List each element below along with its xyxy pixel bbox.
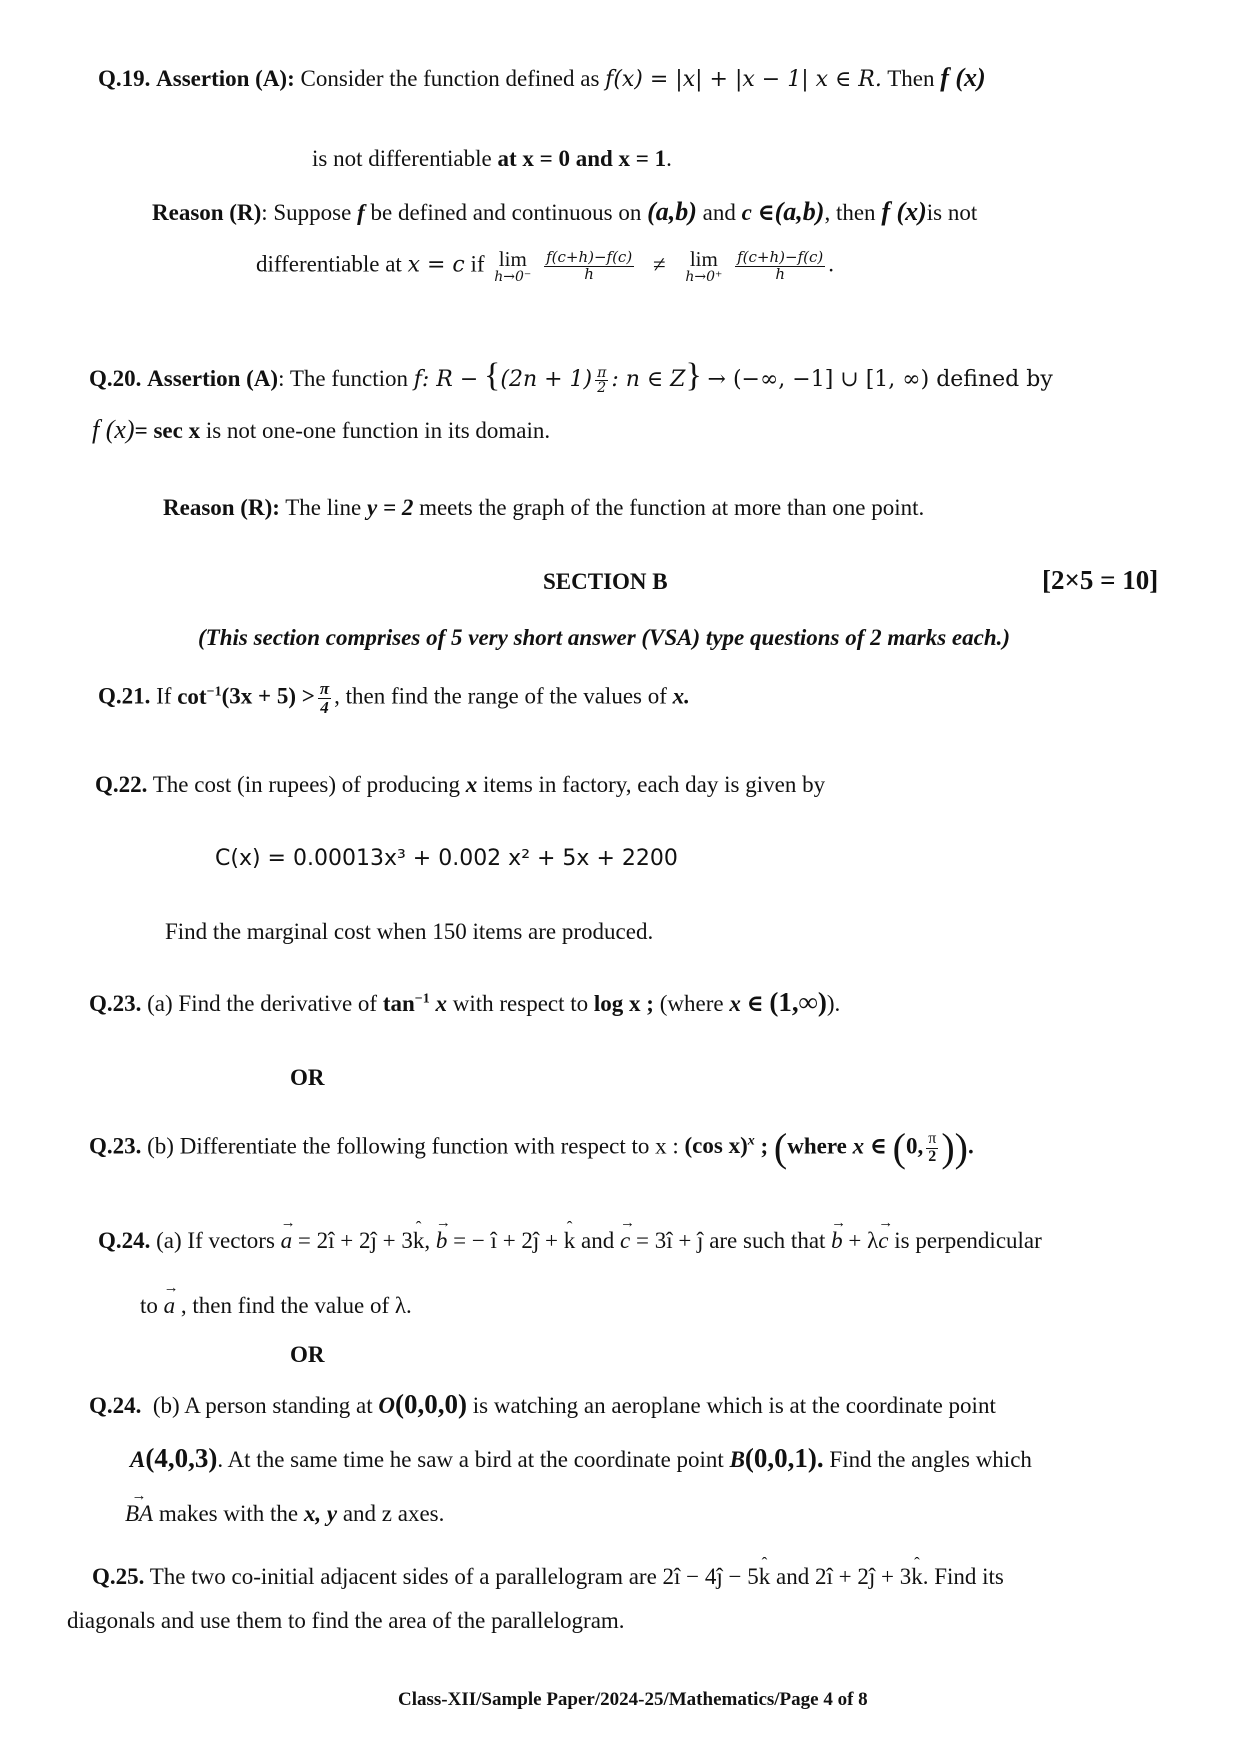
q19-and: and (702, 200, 736, 225)
q24b-O: O (378, 1393, 396, 1418)
q24a-and: and (581, 1228, 615, 1253)
q19-line4-text: differentiable at (256, 251, 402, 277)
q23a-x-in: x ∈ (729, 991, 764, 1016)
q23b-end: . (967, 1133, 974, 1159)
q21-text: , then find the range of the values of (334, 683, 667, 709)
q23b-pi-over-2: $\frac{\pi}{2}$ (928, 1129, 937, 1165)
q20-y-eq: y = 2 (367, 495, 414, 520)
q24b-text-5: makes with the (158, 1501, 299, 1526)
q20-codomain: → (−∞, −1] ∪ [1, ∞) defined by (707, 367, 1053, 392)
q21-label: Q.21. (98, 683, 151, 709)
q19-reason-text-2: be defined and continuous on (370, 200, 642, 225)
q19-x-eq-c: x = c (407, 252, 465, 278)
q24b-text-1: (b) A person standing at (152, 1393, 373, 1418)
q24b-text-4: Find the angles which (829, 1447, 1032, 1472)
q23b-where: where (787, 1133, 847, 1159)
q24b-A-coord: (4,0,3) (145, 1443, 218, 1473)
or-1: OR (290, 1065, 325, 1090)
q22-text-1: The cost (in rupees) of producing (152, 772, 460, 797)
section-b-marks: [2×5 = 10] (1042, 565, 1159, 595)
q23b-x-in: x ∈ (852, 1133, 887, 1159)
q20-domain-1: f: R − (413, 367, 479, 392)
q20-fx: f (x) (92, 415, 135, 444)
q24b-A: A (130, 1447, 146, 1472)
q23a-close: ). (826, 991, 841, 1016)
q23b-semi: ; (760, 1133, 769, 1159)
q19-line2-bold: at x = 0 and x = 1 (497, 146, 667, 171)
q22-label: Q.22. (95, 772, 148, 797)
q19-c-in: c ∈ (741, 200, 775, 225)
q20-reason-text-1: The line (285, 495, 362, 520)
q24b-label: Q.24. (89, 1393, 142, 1418)
q23a-interval: (1,∞) (769, 987, 827, 1017)
q25-k-hat-2: ˆ k (911, 1563, 923, 1591)
q25-line-1 (92, 1563, 1004, 1591)
q24b-B-coord: (0,0,1). (744, 1443, 824, 1473)
q19-line-1 (98, 62, 986, 93)
q22-formula: C(x) = 0.00013x³ + 0.002 x² + 5x + 2200 (215, 846, 678, 871)
q24a-to: to (140, 1293, 158, 1318)
q21-cot: $\cot^{-1}$ (177, 683, 222, 709)
q24b-text-6: and z axes. (342, 1501, 445, 1526)
q23a-tan: $\tan^{-1}$ (382, 991, 430, 1016)
q19-reason-label: Reason (R) (152, 200, 262, 225)
q19-label: Q.19. (98, 66, 151, 91)
q19-frac-left: $\frac{f(c+h)-f(c)}{h}$ (546, 248, 633, 283)
q24a-vec-a-2: → a (164, 1292, 176, 1320)
q23b-text: (b) Differentiate the following function with respect to x : (147, 1133, 679, 1159)
q24a-vec-a: → a (281, 1227, 293, 1255)
q20-line-2 (92, 414, 550, 445)
q19-assertion-label: Assertion (A): (156, 66, 295, 91)
q21-arg: (3x + 5) > (221, 683, 315, 709)
q24a-vec-c-2: → c (878, 1227, 888, 1255)
q21-line (98, 680, 690, 717)
q24b-vec-BA: → BA (125, 1500, 153, 1528)
q19-line-4: differentiable at x = c if lim h→0⁻ $\frac{f(c+h)-f(c)}{h}$ ≠ lim h→0⁺ $\frac{f(c+h)-f(c)}{h}$ . (256, 247, 834, 286)
q19-then: Then (887, 66, 935, 91)
or-2: OR (290, 1342, 325, 1367)
section-b-subtitle: (This section comprises of 5 very short answer (VSA) type questions of 2 marks each.) (198, 625, 1011, 650)
q25-label: Q.25. (92, 1564, 145, 1589)
q24a-vec-c: → c (620, 1227, 630, 1255)
q19-f: f (357, 200, 365, 225)
q25-text-1: The two co-initial adjacent sides of a parallelogram are 2î − 4ĵ − 5 (149, 1564, 759, 1589)
q23b-label: Q.23. (89, 1133, 142, 1159)
q24a-b-expr: = − î + 2ĵ + (453, 1228, 559, 1253)
q20-line-1: Q.20. Assertion (A): The function f: R − {(2n + 1) $\frac{\pi}{2}$ : n ∈ Z} → (−∞, −1] ∪ [1, ∞) defined by (89, 357, 1053, 397)
q24a-k-hat: ˆ k (413, 1227, 425, 1255)
q23a-x: x (435, 991, 447, 1016)
q25-k-hat: ˆ k (759, 1563, 771, 1591)
q20-domain-2: (2n + 1) (500, 367, 593, 392)
q19-lim-left: lim h→0⁻ (494, 247, 532, 286)
q23a-text-3: (where (659, 991, 724, 1016)
q19-ab: (a,b) (647, 197, 697, 226)
q19-lim-right: lim h→0⁺ (685, 247, 723, 286)
q24a-text-2: is perpendicular (894, 1228, 1042, 1253)
q24a-line-2 (140, 1292, 412, 1320)
q24a-text-3: , then find the value of λ. (180, 1293, 412, 1318)
q23b-zero: 0, (905, 1133, 924, 1159)
q20-reason-line (163, 494, 924, 522)
q23a-text-2: with respect to (452, 991, 589, 1016)
q21-pi-over-4: $\frac{\pi}{4}$ (319, 679, 330, 717)
q20-label: Q.20. (89, 366, 142, 391)
q19-then-comma: , then (824, 200, 876, 225)
q24a-plus-lambda: + λ (848, 1228, 879, 1253)
q20-domain-3: : n ∈ Z (611, 367, 686, 392)
q19-reason-line (152, 196, 977, 227)
q23a-label: Q.23. (89, 991, 142, 1016)
q20-eq-sec: = sec x (134, 418, 201, 443)
q25-line-2: diagonals and use them to find the area of the parallelogram. (67, 1608, 625, 1633)
q24a-c-expr: = 3î + ĵ are such that (635, 1228, 826, 1253)
q21-x: x. (672, 683, 690, 709)
q22-text-2: items in factory, each day is given by (482, 772, 826, 797)
q19-line2-text: is not differentiable (312, 146, 492, 171)
q25-text-2: and 2î + 2ĵ + 3 (776, 1564, 912, 1589)
q23a-text-1: (a) Find the derivative of (147, 991, 378, 1016)
q19-frac-right: $\frac{f(c+h)-f(c)}{h}$ (737, 248, 824, 283)
q19-line-2: is not differentiable at x = 0 and x = 1. (312, 146, 672, 171)
q24b-xy: x, y (303, 1501, 338, 1526)
q24a-line-1: Q.24. (a) If vectors → a = 2î + 2ĵ + 3ˆ k, → b = − î + 2ĵ + ˆ k and → c = 3î + ĵ are such that → b + λ→ c is perpendicular (98, 1227, 1042, 1255)
q24b-text-2: is watching an aeroplane which is at the coordinate point (472, 1393, 996, 1418)
q24b-line-2 (130, 1442, 1032, 1474)
q24b-text-3: . At the same time he saw a bird at the coordinate point (217, 1447, 724, 1472)
page-footer: Class-XII/Sample Paper/2024-25/Mathematics/Page 4 of 8 (398, 1689, 868, 1710)
q23b-line: Q.23. (b) Differentiate the following function with respect to x : (cos x)$^x$ ; (where x ∈ (0, $\frac{\pi}{2}$ )). (89, 1125, 974, 1170)
q20-reason-label: Reason (R): (163, 495, 280, 520)
q19-ab-2: (a,b) (774, 197, 825, 226)
q24a-label: Q.24. (98, 1228, 151, 1253)
q24b-line-1 (89, 1388, 996, 1420)
q24a-a-expr: = 2î + 2ĵ + 3 (297, 1228, 413, 1253)
q24b-line-3 (125, 1500, 444, 1528)
q19-fx-2: f (x) (881, 197, 927, 226)
q19-neq: ≠ (652, 251, 666, 277)
q19-assertion-text: Consider the function defined as (300, 66, 600, 91)
q19-is-not: is not (926, 200, 978, 225)
q24b-O-coord: (0,0,0) (395, 1389, 467, 1419)
q24a-vec-b-2: → b (831, 1227, 843, 1255)
q23b-expr: (cos x)$^x$ (684, 1133, 755, 1159)
q25-text-3: . Find its (922, 1564, 1004, 1589)
section-b-title: SECTION B (543, 569, 668, 594)
q22-x: x (465, 772, 478, 797)
q19-fx: f (x) (940, 63, 986, 92)
q20-text-2: is not one-one function in its domain. (205, 418, 551, 443)
q19-reason-text-1: : Suppose (261, 200, 352, 225)
q20-pi-over-2: $\frac{\pi}{2}$ (597, 364, 607, 397)
q23a-log: log x ; (593, 991, 654, 1016)
q19-if: if (470, 251, 485, 277)
q19-function-expr: f(x) = |x| + |x − 1| x ∈ R. (605, 67, 882, 92)
q24a-vec-b: → b (436, 1227, 448, 1255)
q21-if: If (156, 683, 172, 709)
q24b-B: B (729, 1447, 745, 1472)
q22-question: Find the marginal cost when 150 items are produced. (165, 919, 654, 944)
q20-reason-text-2: meets the graph of the function at more than one point. (419, 495, 925, 520)
q24a-text-1: (a) If vectors (156, 1228, 275, 1253)
q24a-k-hat-2: ˆ k (564, 1227, 576, 1255)
q20-assertion-label: Assertion (A) (147, 366, 279, 391)
q22-line-1 (95, 771, 825, 799)
q23a-line (89, 986, 840, 1018)
q20-text-1: : The function (278, 366, 408, 391)
